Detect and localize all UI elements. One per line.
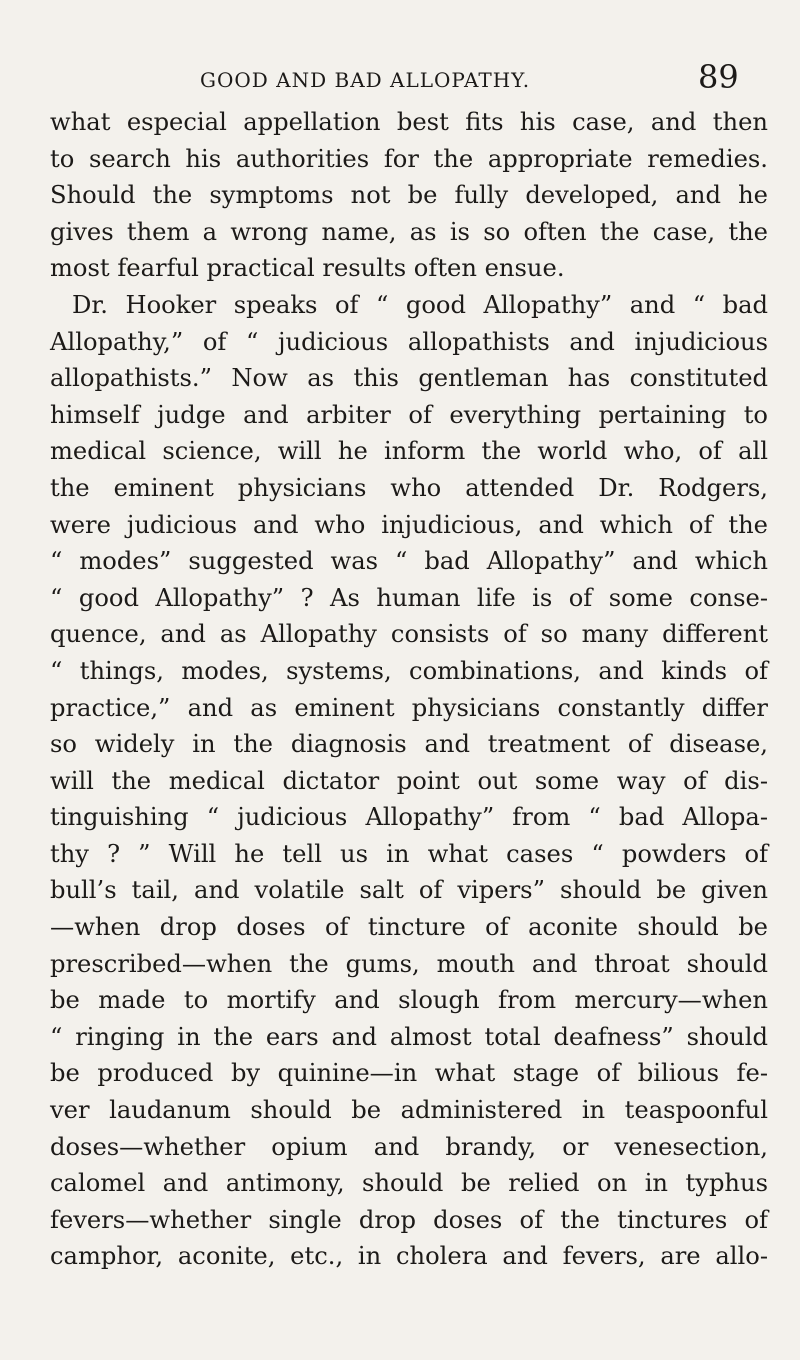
running-head <box>0 58 800 98</box>
text-line: “ modes” suggested was “ bad Allopathy” and which <box>50 547 768 576</box>
text-line: to search his authorities for the appropriate remedies. <box>50 144 768 173</box>
text-line: calomel and antimony, should be relied on in typhus <box>50 1169 768 1198</box>
text-line: prescribed—when the gums, mouth and throat should <box>50 949 768 978</box>
text-line: practice,” and as eminent physicians constantly differ <box>50 693 768 722</box>
text-line: be produced by quinine—in what stage of bilious fe- <box>50 1059 768 1088</box>
text-line: himself judge and arbiter of everything pertaining to <box>50 400 768 429</box>
text-line: ver laudanum should be administered in teaspoonful <box>50 1096 768 1125</box>
text-line: “ good Allopathy” ? As human life is of some conse- <box>50 583 768 612</box>
text-line: tinguishing “ judicious Allopathy” from “ bad Allopa- <box>50 803 768 832</box>
text-line: what especial appellation best fits his case, and then <box>50 108 768 136</box>
text-line: allopathists.” Now as this gentleman has constituted <box>50 364 768 393</box>
text-line: thy ? ” Will he tell us in what cases “ powders of <box>50 839 768 868</box>
text-line: most fearful practical results often ensue. <box>50 254 565 283</box>
text-line: medical science, will he inform the world who, of all <box>50 437 768 466</box>
page-number: 89 <box>698 58 739 96</box>
running-title: GOOD AND BAD ALLOPATHY. <box>200 68 531 92</box>
text-line: “ things, modes, systems, combinations, and kinds of <box>50 656 768 685</box>
text-line: be made to mortify and slough from mercury—when <box>50 986 768 1015</box>
text-line: were judicious and who injudicious, and which of the <box>50 510 768 539</box>
text-line: “ ringing in the ears and almost total deafness” should <box>50 1022 768 1051</box>
text-line: —when drop doses of tincture of aconite should be <box>50 913 768 942</box>
text-line: Allopathy,” of “ judicious allopathists and injudicious <box>50 327 768 356</box>
text-line: gives them a wrong name, as is so often the case, the <box>50 217 768 246</box>
text-line: quence, and as Allopathy consists of so many different <box>50 620 768 649</box>
text-line: doses—whether opium and brandy, or venesection, <box>50 1132 768 1161</box>
text-line: Should the symptoms not be fully developed, and he <box>50 181 768 210</box>
text-line: Dr. Hooker speaks of “ good Allopathy” and “ bad <box>72 290 768 319</box>
body-text <box>50 104 768 1275</box>
text-line: camphor, aconite, etc., in cholera and fevers, are allo- <box>50 1242 768 1271</box>
text-line: bull’s tail, and volatile salt of vipers” should be given <box>50 876 768 905</box>
text-line: fevers—whether single drop doses of the tinctures of <box>50 1205 768 1234</box>
text-line: the eminent physicians who attended Dr. Rodgers, <box>50 473 768 502</box>
text-line: will the medical dictator point out some way of dis- <box>50 766 768 795</box>
text-line: so widely in the diagnosis and treatment of disease, <box>50 730 768 759</box>
